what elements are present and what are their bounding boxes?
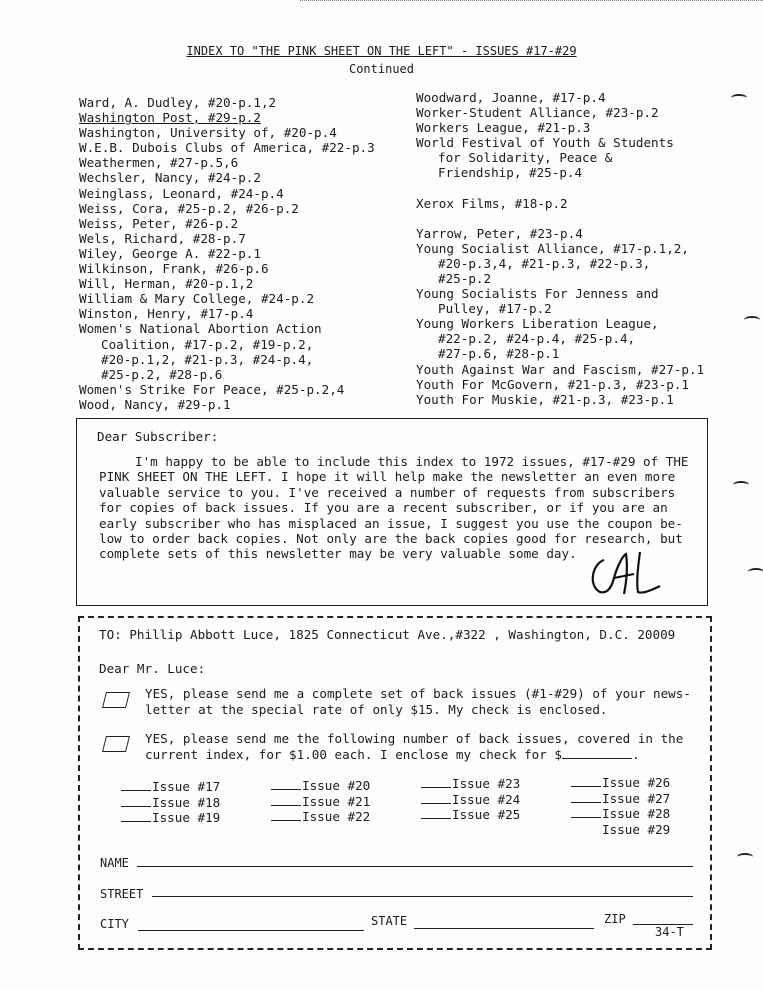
street-field[interactable] xyxy=(152,895,693,897)
issue-label: Issue #22 xyxy=(302,809,371,824)
index-entry: Youth Against War and Fascism, #27-p.1 xyxy=(416,361,705,377)
letter-line: complete sets of this newsletter may be very valuable some day. xyxy=(99,546,577,562)
page-subtitle: Continued xyxy=(348,62,415,76)
check-amount-field[interactable] xyxy=(562,747,632,759)
issue-25-blank[interactable] xyxy=(421,818,451,819)
letter-body xyxy=(99,454,699,562)
letter-line: low to order back copies. Not only are the back copies good for research, but xyxy=(99,531,683,547)
index-entry: Weathermen, #27-p.5,6 xyxy=(79,155,239,171)
letter-line: early subscriber who has misplaced an issue, I suggest you use the coupon be- xyxy=(99,515,683,531)
binder-hole-mark xyxy=(748,568,763,576)
issue-17-blank[interactable] xyxy=(121,790,151,791)
binder-hole-mark xyxy=(733,481,749,489)
issue-19-blank[interactable] xyxy=(121,821,151,822)
index-entry: Worker-Student Alliance, #23-p.2 xyxy=(416,105,659,121)
index-entry: Wechsler, Nancy, #24-p.2 xyxy=(79,170,261,186)
issue-column-2 xyxy=(271,778,370,825)
coupon-salutation: Dear Mr. Luce: xyxy=(99,661,206,676)
zip-label: ZIP xyxy=(604,912,626,926)
page-code: 34-T xyxy=(655,925,684,939)
index-entry: Ward, A. Dudley, #20-p.1,2 xyxy=(79,95,277,110)
binder-hole-mark xyxy=(737,853,753,861)
letter-line: PINK SHEET ON THE LEFT. I hope it will help make the newsletter an even more xyxy=(99,469,676,485)
issue-label: Issue #28 xyxy=(602,806,671,821)
issue-label: Issue #27 xyxy=(602,790,671,806)
issue-26-blank[interactable] xyxy=(571,786,601,787)
top-dotted-edge xyxy=(300,0,763,5)
index-entry: Washington Post, #29-p.2 xyxy=(79,110,261,126)
issue-label: Issue #17 xyxy=(152,779,221,794)
issue-label: Issue #19 xyxy=(152,810,221,825)
issue-28-blank[interactable] xyxy=(571,817,601,818)
index-entry: Winston, Henry, #17-p.4 xyxy=(79,306,254,322)
option-individual-issues: YES, please send me the following number of back issues, covered in the current index, for $1.00 each. I enclose my check for $ . xyxy=(145,731,684,762)
name-label: NAME xyxy=(100,856,129,870)
index-entry: Weiss, Cora, #25-p.2, #26-p.2 xyxy=(79,200,299,216)
letter-line: for copies of back issues. If you are a recent subscriber, or if you are an xyxy=(99,500,668,516)
issue-label: Issue #29 xyxy=(602,821,671,837)
individual-issues-checkbox[interactable] xyxy=(102,736,130,752)
index-entry: Young Workers Liberation League, xyxy=(416,316,659,332)
issue-label: Issue #18 xyxy=(152,794,221,810)
index-left-column xyxy=(79,95,375,412)
index-entry: Workers League, #21-p.3 xyxy=(416,120,591,136)
issue-21-blank[interactable] xyxy=(271,805,301,806)
index-entry: Yarrow, Peter, #23-p.4 xyxy=(416,225,583,241)
complete-set-checkbox[interactable] xyxy=(102,692,130,708)
coupon-to-line: TO: Phillip Abbott Luce, 1825 Connecticut Ave.,#322 , Washington, D.C. 20009 xyxy=(99,627,676,642)
issue-22-blank[interactable] xyxy=(271,820,301,821)
binder-hole-mark xyxy=(744,316,760,324)
binder-hole-mark xyxy=(731,94,747,102)
index-entry: Women's National Abortion Action xyxy=(79,321,322,337)
index-entry: Women's Strike For Peace, #25-p.2,4 xyxy=(79,381,345,397)
name-field[interactable] xyxy=(137,865,693,867)
option-line: current index, for $1.00 each. I enclose my check for $ xyxy=(145,747,563,762)
index-entry: Wilkinson, Frank, #26-p.6 xyxy=(79,261,269,277)
index-entry-continued: for Solidarity, Peace & xyxy=(438,150,613,166)
issue-column-4 xyxy=(571,775,670,837)
index-entry: Weiss, Peter, #26-p.2 xyxy=(79,215,239,231)
index-entry: Xerox Films, #18-p.2 xyxy=(416,195,568,211)
issue-label: Issue #20 xyxy=(302,778,371,793)
index-entry-continued: Friendship, #25-p.4 xyxy=(438,165,583,181)
index-right-column xyxy=(416,90,704,407)
issue-column-1 xyxy=(121,779,220,826)
index-entry: William & Mary College, #24-p.2 xyxy=(79,291,315,307)
index-entry-continued: Pulley, #17-p.2 xyxy=(438,301,552,317)
state-field[interactable] xyxy=(414,927,594,929)
handwritten-signature xyxy=(586,548,666,598)
issue-24-blank[interactable] xyxy=(421,803,451,804)
index-entry-continued: Coalition, #17-p.2, #19-p.2, xyxy=(101,336,314,352)
issue-label: Issue #23 xyxy=(452,776,521,791)
option-complete-set xyxy=(145,686,691,718)
index-entry: Will, Herman, #20-p.1,2 xyxy=(79,276,254,292)
issue-label: Issue #24 xyxy=(452,791,521,807)
letter-line: valuable service to you. I've received a number of requests from subscribers xyxy=(99,484,676,500)
letter-line: I'm happy to be able to include this index to 1972 issues, #17-#29 of THE xyxy=(135,454,689,469)
index-entry: Weinglass, Leonard, #24-p.4 xyxy=(79,185,284,201)
city-label: CITY xyxy=(100,917,129,931)
city-field[interactable] xyxy=(138,929,364,931)
issue-18-blank[interactable] xyxy=(121,806,151,807)
index-entry: W.E.B. Dubois Clubs of America, #22-p.3 xyxy=(79,140,375,156)
index-entry: Washington, University of, #20-p.4 xyxy=(79,125,337,141)
index-entry-continued: #22-p.2, #24-p.4, #25-p.4, xyxy=(438,331,636,347)
issue-27-blank[interactable] xyxy=(571,802,601,803)
index-entry: Woodward, Joanne, #17-p.4 xyxy=(416,90,606,105)
index-entry: Youth For McGovern, #21-p.3, #23-p.1 xyxy=(416,376,689,392)
index-entry-continued: #25-p.2 xyxy=(438,270,492,286)
index-entry-continued: #20-p.1,2, #21-p.3, #24-p.4, xyxy=(101,351,314,367)
street-label: STREET xyxy=(100,887,144,901)
issue-column-3 xyxy=(421,776,520,823)
option-line: letter at the special rate of only $15. My check is enclosed. xyxy=(145,702,608,717)
index-entry: Wood, Nancy, #29-p.1 xyxy=(79,396,231,412)
index-entry: World Festival of Youth & Students xyxy=(416,135,674,151)
option-line: YES, please send me the following number of back issues, covered in the xyxy=(145,731,684,746)
issue-label: Issue #26 xyxy=(602,775,671,790)
option-line: YES, please send me a complete set of back issues (#1-#29) of your news- xyxy=(145,686,691,701)
index-entry-continued: #20-p.3,4, #21-p.3, #22-p.3, xyxy=(438,255,651,271)
page-title: INDEX TO "THE PINK SHEET ON THE LEFT" - ISSUES #17-#29 xyxy=(186,44,577,58)
issue-label: Issue #21 xyxy=(302,793,371,809)
index-entry: Young Socialists For Jenness and xyxy=(416,286,659,302)
letter-salutation: Dear Subscriber: xyxy=(97,429,219,444)
index-entry-continued: #25-p.2, #28-p.6 xyxy=(101,366,223,382)
index-entry-continued: #27-p.6, #28-p.1 xyxy=(438,346,560,362)
state-label: STATE xyxy=(371,914,408,928)
issue-20-blank[interactable] xyxy=(271,789,301,790)
index-entry: Wiley, George A. #22-p.1 xyxy=(79,245,261,261)
index-entry: Young Socialist Alliance, #17-p.1,2, xyxy=(416,240,689,256)
index-entry: Wels, Richard, #28-p.7 xyxy=(79,230,246,246)
issue-23-blank[interactable] xyxy=(421,787,451,788)
issue-label: Issue #25 xyxy=(452,807,521,822)
index-entry: Youth For Muskie, #21-p.3, #23-p.1 xyxy=(416,391,674,407)
